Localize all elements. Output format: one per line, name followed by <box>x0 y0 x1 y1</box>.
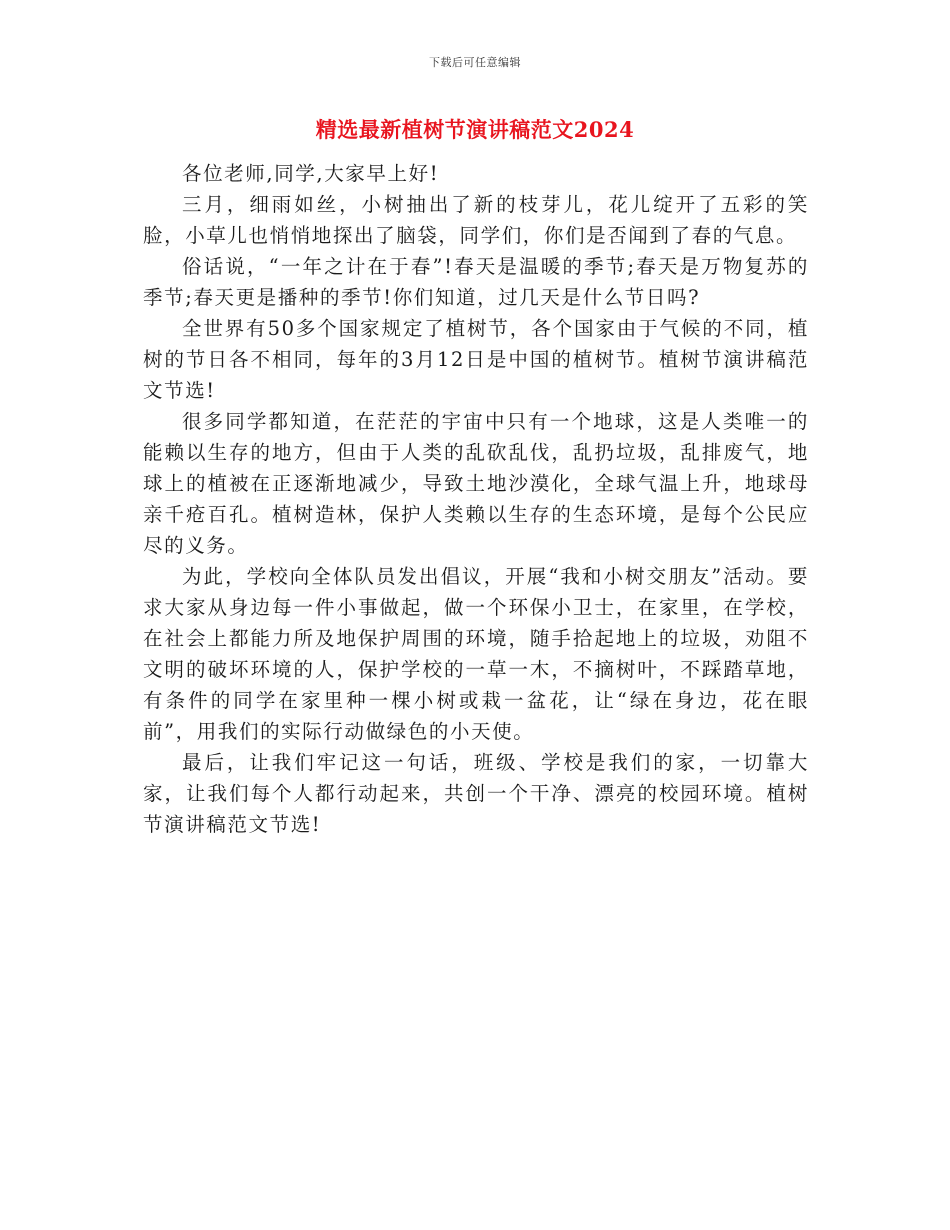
document-title: 精选最新植树节演讲稿范文2024 <box>315 117 635 142</box>
paragraph: 全世界有50多个国家规定了植树节，各个国家由于气候的不同，植树的节日各不相同，每年的3月12日是中国的植树节。植树节演讲稿范文节选! <box>143 317 809 402</box>
document-body <box>143 158 809 840</box>
paragraph-closing: 最后，让我们牢记这一句话，班级、学校是我们的家，一切靠大家，让我们每个人都行动起来，共创一个干净、漂亮的校园环境。植树节演讲稿范文节选! <box>143 751 809 836</box>
paragraph: 俗话说，“一年之计在于春”!春天是温暖的季节;春天是万物复苏的季节;春天更是播种的季节!你们知道，过几天是什么节日吗? <box>143 255 809 309</box>
paragraph: 三月，细雨如丝，小树抽出了新的枝芽儿，花儿绽开了五彩的笑脸，小草儿也悄悄地探出了脑袋，同学们，你们是否闻到了春的气息。 <box>143 193 809 247</box>
paragraph: 很多同学都知道，在茫茫的宇宙中只有一个地球，这是人类唯一的能赖以生存的地方，但由于人类的乱砍乱伐，乱扔垃圾，乱排废气，地球上的植被在正逐渐地减少，导致土地沙漠化，全球气温上升，地球母亲千疮百孔。植树造林，保护人类赖以生存的生态环境，是每个公民应尽的义务。 <box>143 410 809 557</box>
header-note: 下载后可任意编辑 <box>429 56 521 69</box>
paragraph-greeting: 各位老师,同学,大家早上好! <box>182 162 440 185</box>
paragraph: 为此，学校向全体队员发出倡议，开展“我和小树交朋友”活动。要求大家从身边每一件小事做起，做一个环保小卫士，在家里，在学校，在社会上都能力所及地保护周围的环境，随手拾起地上的垃圾，劝阻不文明的破坏环境的人，保护学校的一草一木，不摘树叶，不踩踏草地，有条件的同学在家里种一棵小树或栽一盆花，让“绿在身边，花在眼前”，用我们的实际行动做绿色的小天使。 <box>143 565 809 743</box>
